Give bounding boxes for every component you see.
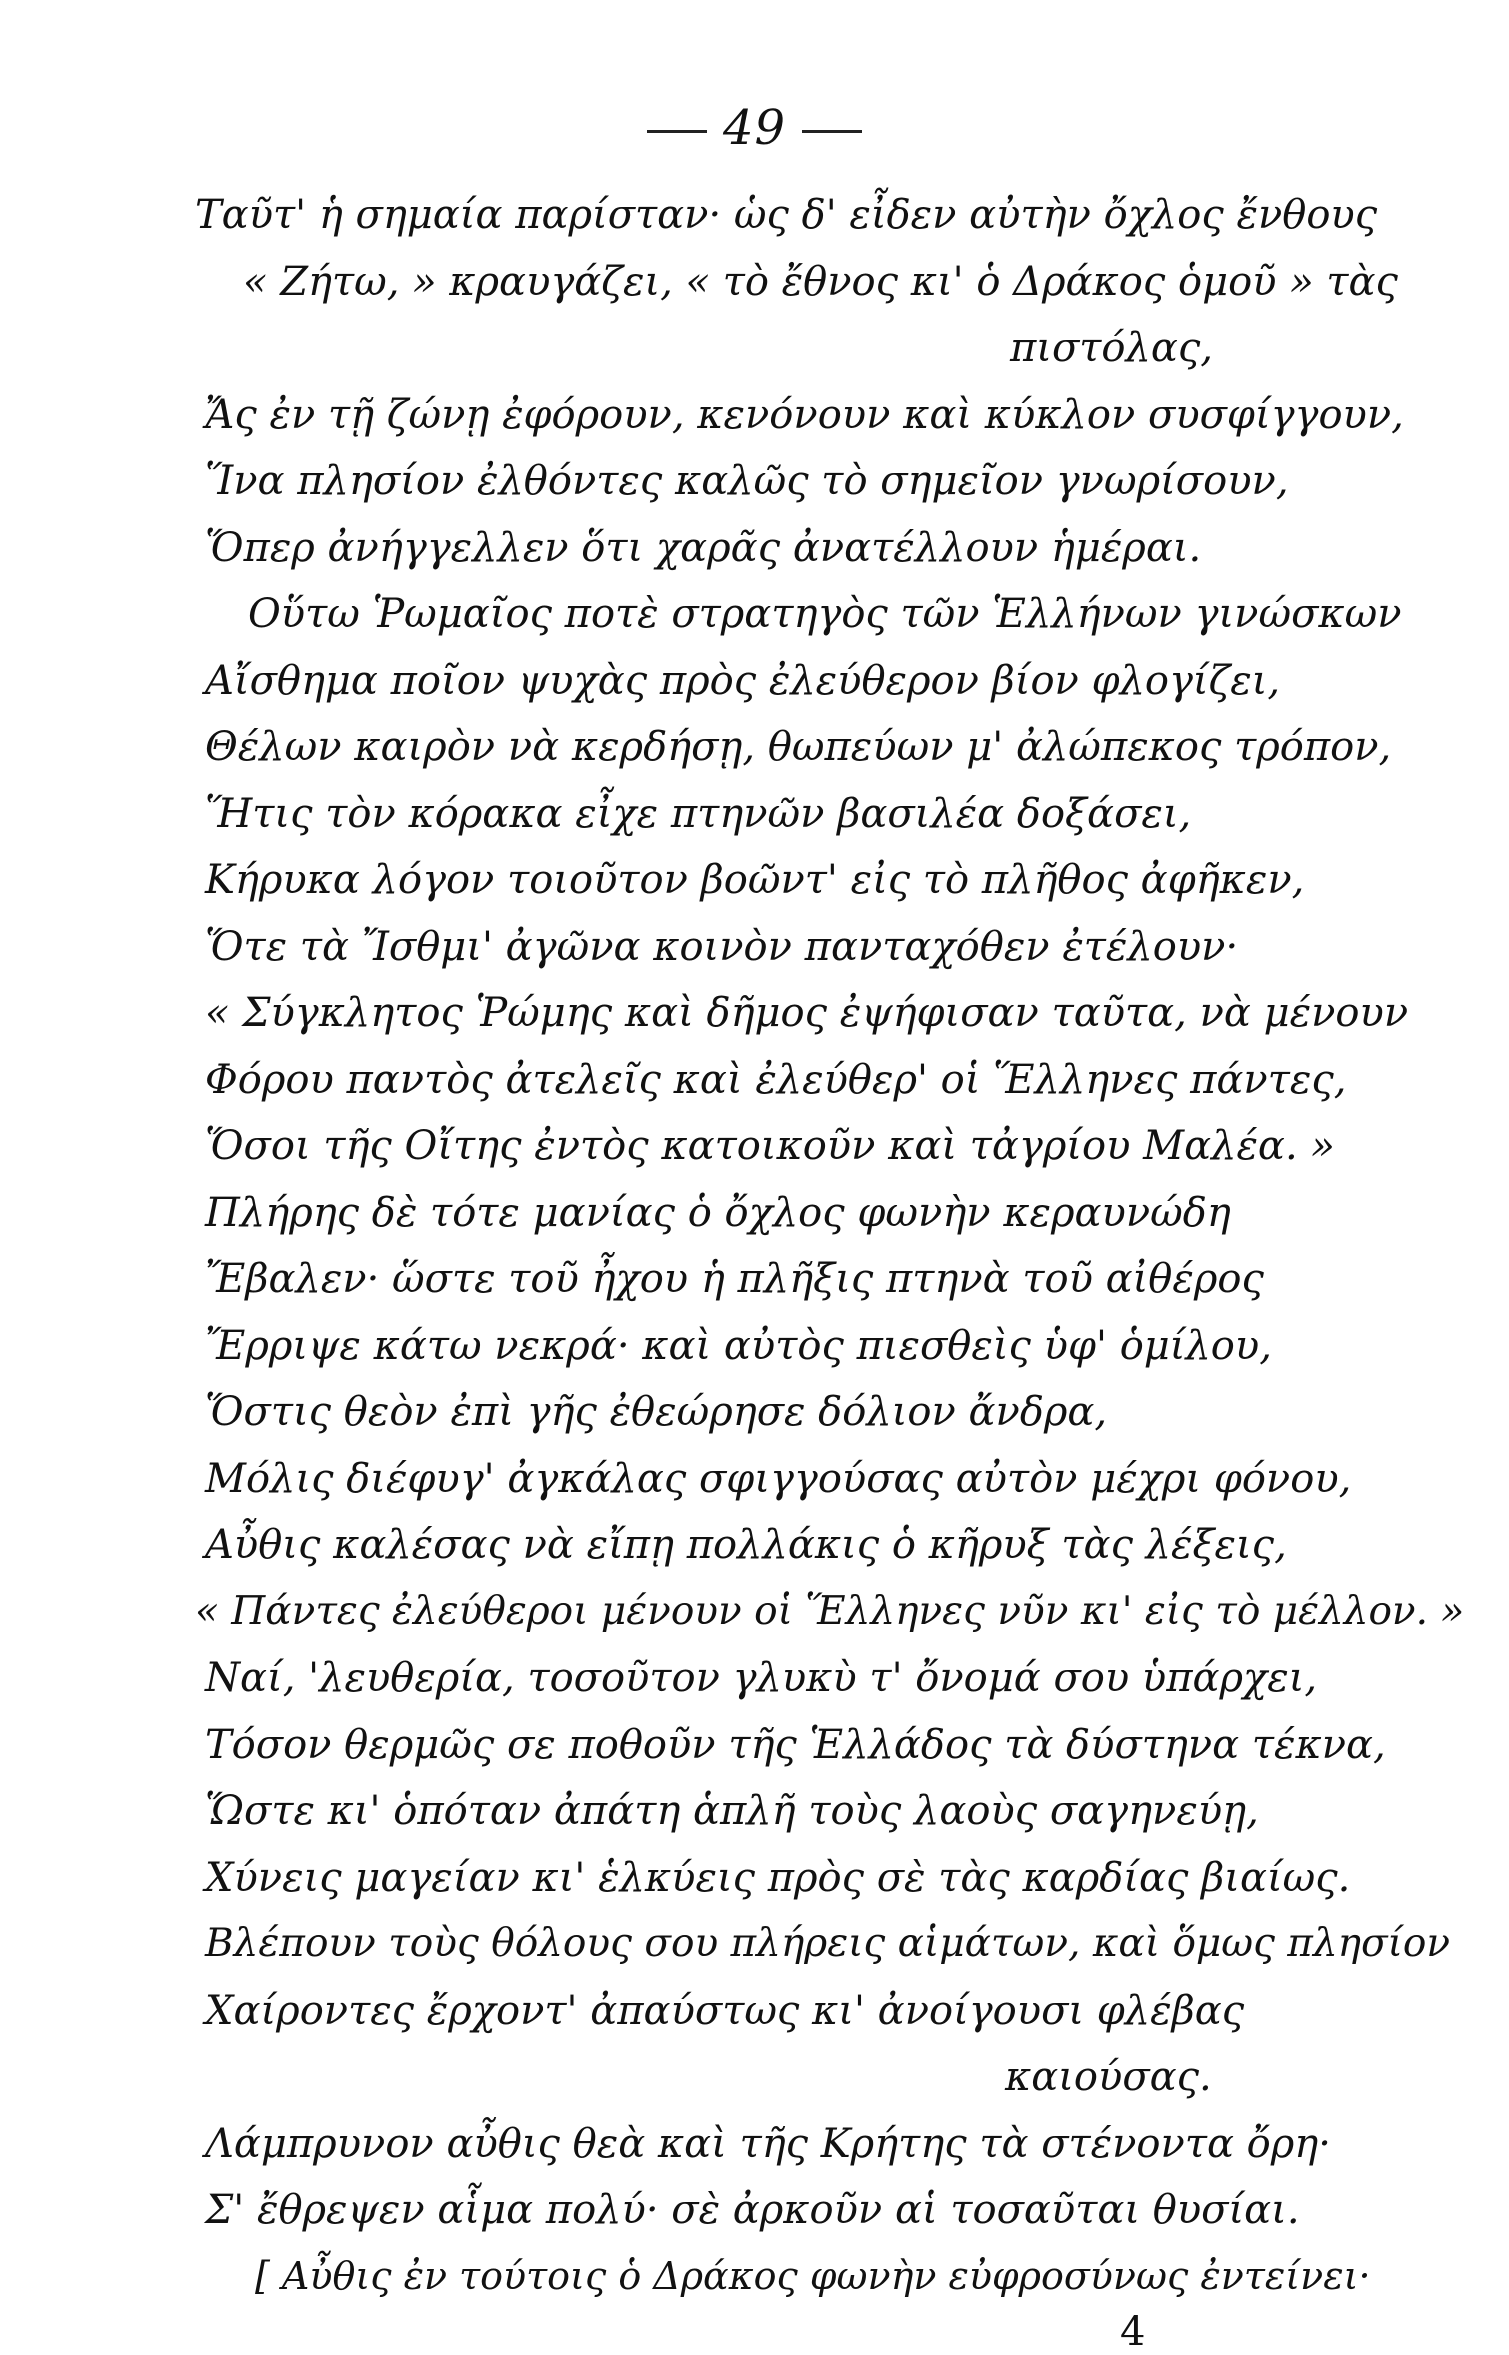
poem-line: Ναί, 'λευθερία, τοσοῦτον γλυκὺ τ' ὄνομά σου ὑπάρχει,: [205, 1655, 1318, 1701]
poem-line: Θέλων καιρὸν νὰ κερδήσῃ, θωπεύων μ' ἀλώπεκος τρόπον,: [205, 724, 1392, 770]
poem-line: Χαίροντες ἔρχοντ' ἀπαύστως κι' ἀνοίγουσι φλέβας: [205, 1987, 1245, 2034]
poem-line: « Σύγκλητος Ῥώμης καὶ δῆμος ἐψήφισαν ταῦτα, νὰ μένουν: [205, 990, 1409, 1036]
poem-line: Ἄς ἐν τῇ ζώνῃ ἐφόρουν, κενόνουν καὶ κύκλον συσφίγγουν,: [205, 391, 1404, 438]
poem-line-continuation: καιούσας.: [1005, 2054, 1212, 2100]
poem-line: Ὅσοι τῆς Οἴτης ἐντὸς κατοικοῦν καὶ τἀγρίου Μαλέα. »: [205, 1123, 1335, 1169]
poem-line: « Ζήτω, » κραυγάζει, « τὸ ἔθνος κι' ὁ Δράκος ὁμοῦ » τὰς: [243, 258, 1398, 305]
poem-line: Ἥτις τὸν κόρακα εἶχε πτηνῶν βασιλέα δοξάσει,: [205, 790, 1192, 837]
signature-mark: 4: [1120, 2308, 1146, 2355]
poem-line: Ὅστις θεὸν ἐπὶ γῆς ἐθεώρησε δόλιον ἄνδρα,: [205, 1389, 1108, 1435]
poem-line: Μόλις διέφυγ' ἀγκάλας σφιγγούσας αὐτὸν μέχρι φόνου,: [205, 1455, 1352, 1502]
poem-line: Λάμπρυνον αὖθις θεὰ καὶ τῆς Κρήτης τὰ στένοντα ὄρη·: [205, 2120, 1331, 2167]
poem-line: Τόσον θερμῶς σε ποθοῦν τῆς Ἑλλάδος τὰ δύστηνα τέκνα,: [205, 1721, 1386, 1768]
poem-line: Ταῦτ' ἡ σημαία παρίσταν· ὡς δ' εἶδεν αὐτὴν ὄχλος ἔνθους: [195, 192, 1378, 238]
poem-line: Πλήρης δὲ τότε μανίας ὁ ὄχλος φωνὴν κεραυνώδη: [205, 1189, 1231, 1236]
header-dash-right: [802, 130, 862, 133]
poem-line: Χύνεις μαγείαν κι' ἑλκύεις πρὸς σὲ τὰς καρδίας βιαίως.: [205, 1854, 1351, 1901]
poem-line: Κήρυκα λόγον τοιοῦτον βοῶντ' εἰς τὸ πλῆθος ἀφῆκεν,: [205, 857, 1305, 903]
poem-line: Ἵνα πλησίον ἐλθόντες καλῶς τὸ σημεῖον γνωρίσουν,: [205, 458, 1289, 504]
poem-line: Σ' ἔθρεψεν αἷμα πολύ· σὲ ἀρκοῦν αἱ τοσαῦται θυσίαι.: [205, 2187, 1300, 2233]
poem-line: Ἔβαλεν· ὥστε τοῦ ἦχου ἡ πλῆξις πτηνὰ τοῦ αἰθέρος: [205, 1256, 1264, 1302]
poem-line: Οὕτω Ῥωμαῖος ποτὲ στρατηγὸς τῶν Ἑλλήνων γινώσκων: [248, 591, 1402, 637]
poem-line-continuation: πιστόλας,: [1010, 325, 1213, 371]
poem-line: Βλέπουν τοὺς θόλους σου πλήρεις αἱμάτων, καὶ ὅμως πλησίον: [205, 1921, 1451, 1966]
poem-line: Αἴσθημα ποῖον ψυχὰς πρὸς ἐλεύθερον βίον φλογίζει,: [205, 657, 1281, 704]
poem-line: Ὅτε τὰ Ἴσθμι' ἀγῶνα κοινὸν πανταχόθεν ἐτέλουν·: [205, 923, 1239, 970]
page-header: [0, 100, 1509, 156]
poem-line: Ὅπερ ἀνήγγελλεν ὅτι χαρᾶς ἀνατέλλουν ἡμέραι.: [205, 524, 1202, 571]
catchword-line: [ Αὖθις ἐν τούτοις ὁ Δράκος φωνὴν εὐφροσύνως ἐντείνει·: [255, 2253, 1371, 2298]
page-number: 49: [722, 100, 787, 156]
poem-line: Αὖθις καλέσας νὰ εἴπῃ πολλάκις ὁ κῆρυξ τὰς λέξεις,: [205, 1522, 1287, 1568]
poem-line: Φόρου παντὸς ἀτελεῖς καὶ ἐλεύθερ' οἱ Ἕλληνες πάντες,: [205, 1056, 1347, 1103]
header-dash-left: [647, 130, 707, 133]
poem-line: « Πάντες ἐλεύθεροι μένουν οἱ Ἕλληνες νῦν κι' εἰς τὸ μέλλον. »: [195, 1588, 1465, 1634]
poem-line: Ἔρριψε κάτω νεκρά· καὶ αὐτὸς πιεσθεὶς ὑφ' ὁμίλου,: [205, 1322, 1272, 1369]
poem-line: Ὥστε κι' ὁπόταν ἀπάτη ἁπλῆ τοὺς λαοὺς σαγηνεύῃ,: [205, 1788, 1259, 1834]
